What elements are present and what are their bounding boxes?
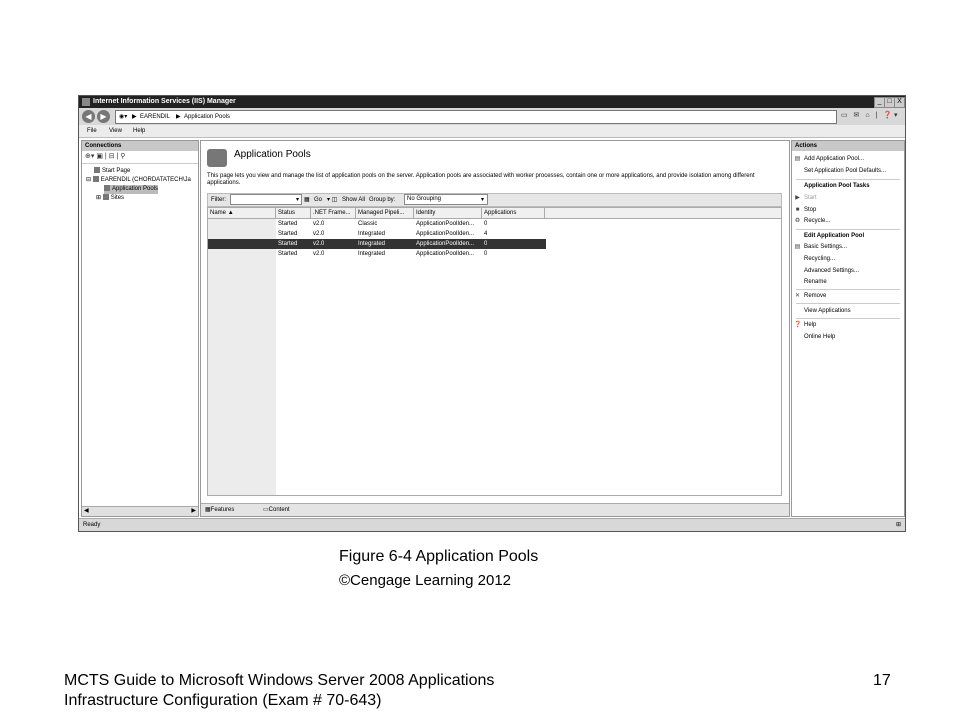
status-bar — [79, 518, 905, 531]
table-header — [208, 208, 781, 219]
action-recycling[interactable]: Recycling... — [804, 256, 836, 262]
action-add-pool[interactable]: ▤ Add Application Pool... — [794, 156, 865, 162]
start-icon: ▶ — [795, 195, 800, 201]
address-bar — [79, 108, 905, 125]
show-all-button[interactable]: Show All — [342, 197, 366, 203]
connections-panel — [81, 140, 199, 517]
minimize-button[interactable]: _ — [874, 97, 885, 108]
table-row-selected[interactable]: Started v2.0 Integrated ApplicationPoolIden... 0 — [208, 239, 546, 249]
iis-manager-window — [78, 95, 906, 532]
network-status-icon: ⊞ — [895, 522, 901, 528]
tab-features-view[interactable]: ▦ Features — [205, 507, 235, 513]
title-bar — [79, 96, 905, 108]
col-identity[interactable]: Identity — [414, 208, 482, 218]
action-recycle[interactable]: ♻ Recycle... — [794, 218, 831, 224]
toolbar-icons[interactable]: ▭ ✉ ⌂ | ❓▾ — [841, 112, 900, 119]
footer-title-line2: Infrastructure Configuration (Exam # 70-643) — [64, 692, 382, 709]
connections-title: Connections — [82, 141, 198, 151]
breadcrumb-app-pools[interactable]: Application Pools — [184, 114, 231, 120]
page-number: 17 — [873, 672, 891, 689]
tree-sites[interactable]: ⊞ Sites — [96, 195, 125, 201]
app-pools-header-icon — [207, 149, 227, 167]
table-row[interactable]: Started v2.0 Classic ApplicationPoolIden... 0 — [208, 219, 546, 229]
status-text: Ready — [83, 522, 101, 528]
start-page-icon — [94, 167, 100, 173]
breadcrumb[interactable] — [115, 110, 837, 124]
server-icon — [93, 176, 99, 182]
connections-toolbar[interactable]: ⊕▾ ▣ | ⊟ | ⚲ — [82, 151, 198, 164]
group-by-select[interactable]: No Grouping — [404, 194, 488, 205]
tree-start-page[interactable]: Start Page — [94, 167, 130, 176]
scroll-left-icon[interactable]: ◀ — [84, 508, 89, 514]
col-applications[interactable]: Applications — [482, 208, 545, 218]
action-advanced-settings[interactable]: Advanced Settings... — [804, 268, 860, 274]
breadcrumb-separator-icon: ▶ — [132, 114, 137, 120]
iis-app-icon — [82, 98, 90, 106]
menu-file[interactable]: File — [87, 128, 97, 134]
action-online-help[interactable]: Online Help — [804, 334, 836, 340]
action-stop[interactable]: ■ Stop — [795, 207, 817, 213]
connections-scrollbar[interactable] — [82, 506, 198, 516]
actions-panel — [791, 140, 905, 517]
view-tabs — [201, 503, 789, 516]
content-panel — [200, 140, 790, 517]
sites-icon — [103, 194, 109, 200]
actions-title: Actions — [792, 141, 904, 151]
close-button[interactable]: X — [894, 97, 905, 108]
remove-icon: ✕ — [794, 293, 801, 299]
action-help[interactable]: ❓ Help — [794, 322, 817, 328]
tree-server[interactable]: ⊟ EARENDIL (CHORDATATECH\Ja — [86, 177, 191, 183]
group-by-label: Group by: — [369, 197, 396, 203]
figure-caption: Figure 6-4 Application Pools — [339, 548, 539, 565]
divider — [796, 289, 900, 290]
help-icon: ❓ — [794, 322, 802, 328]
action-start[interactable]: ▶ Start — [795, 195, 817, 201]
action-remove[interactable]: ✕ Remove — [794, 293, 827, 299]
divider — [796, 229, 900, 230]
go-icon: ▦ — [304, 197, 310, 203]
col-name[interactable]: Name ▲ — [208, 208, 276, 218]
col-managed-pipeline[interactable]: Managed Pipeli... — [356, 208, 414, 218]
breadcrumb-separator-icon: ▶ — [176, 114, 181, 120]
scroll-right-icon[interactable]: ▶ — [191, 508, 196, 514]
menu-bar — [79, 125, 905, 138]
iis-globe-icon: ◉▾ — [119, 114, 128, 120]
menu-view[interactable]: View — [109, 128, 122, 134]
filter-input[interactable] — [230, 194, 302, 205]
figure-credit: ©Cengage Learning 2012 — [339, 572, 512, 589]
divider — [796, 318, 900, 319]
action-set-defaults[interactable]: Set Application Pool Defaults... — [804, 168, 887, 174]
forward-button[interactable]: ▶ — [97, 110, 110, 123]
tree-app-pools[interactable]: Application Pools — [104, 185, 158, 194]
group-edit-pool: Edit Application Pool — [804, 233, 865, 239]
page-title: Application Pools — [234, 149, 311, 160]
page-description: This page lets you view and manage the list of application pools on the server. Application pools are associated with worker processes, contain one or more applications, and provide isolation among different applications. — [207, 173, 755, 186]
col-status[interactable]: Status — [276, 208, 311, 218]
maximize-button[interactable]: □ — [884, 97, 895, 108]
action-view-applications[interactable]: View Applications — [804, 308, 851, 314]
back-button[interactable]: ◀ — [82, 110, 95, 123]
stop-icon: ■ — [795, 207, 800, 213]
name-column-shade — [208, 218, 276, 495]
filter-bar — [207, 193, 782, 207]
app-pools-table — [207, 207, 782, 496]
col-net-framework[interactable]: .NET Frame... — [311, 208, 356, 218]
tab-content-view[interactable]: ▭ Content — [263, 507, 290, 513]
action-rename[interactable]: Rename — [804, 279, 827, 285]
app-pools-icon — [104, 185, 110, 191]
filter-dropdown-icon[interactable]: ▾ — [296, 197, 300, 203]
filter-label: Filter: — [211, 197, 226, 203]
breadcrumb-server[interactable]: EARENDIL — [140, 114, 171, 120]
sort-ascending-icon: ▲ — [227, 210, 234, 216]
show-all-icon: ▾ ◫ — [327, 197, 338, 203]
divider — [796, 303, 900, 304]
footer-title-line1: MCTS Guide to Microsoft Windows Server 2008 Applications — [64, 672, 495, 689]
window-title: Internet Information Services (IIS) Manager — [93, 98, 236, 105]
menu-help[interactable]: Help — [133, 128, 146, 134]
group-pool-tasks: Application Pool Tasks — [804, 183, 870, 189]
divider — [796, 179, 900, 180]
group-by-dropdown-icon[interactable]: ▾ — [481, 197, 485, 203]
add-pool-icon: ▤ — [794, 156, 801, 162]
recycle-icon: ♻ — [794, 218, 801, 224]
go-button[interactable]: Go — [314, 197, 323, 203]
settings-icon: ▤ — [794, 244, 801, 250]
table-row[interactable]: Started v2.0 Integrated ApplicationPoolIden... 0 — [208, 249, 546, 259]
action-basic-settings[interactable]: ▤ Basic Settings... — [794, 244, 848, 250]
table-row[interactable]: Started v2.0 Integrated ApplicationPoolIden... 4 — [208, 229, 546, 239]
